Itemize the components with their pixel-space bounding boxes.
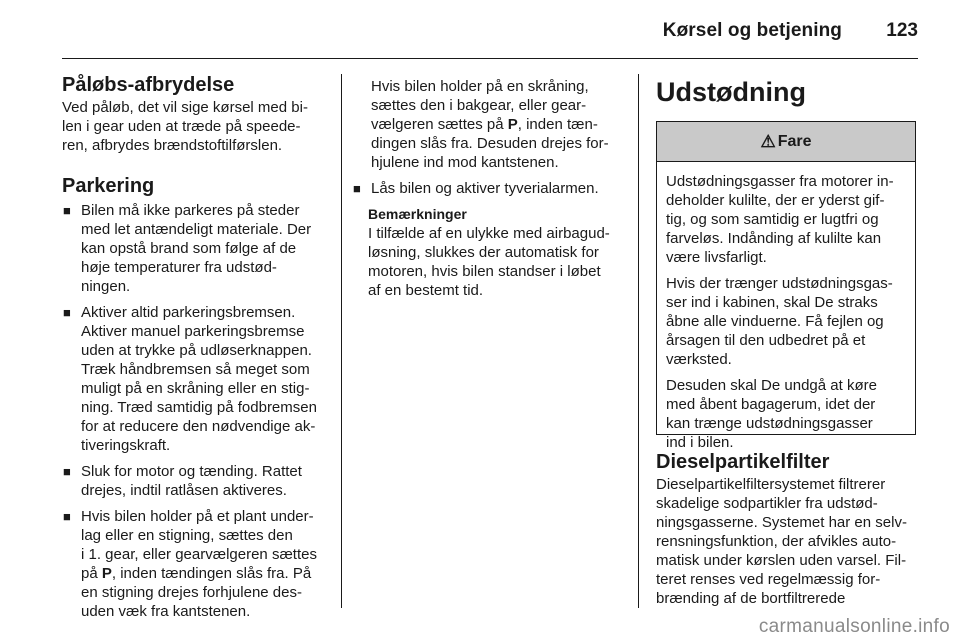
list-item [62, 507, 334, 621]
list-item-line: kan opstå brand som følge af de [81, 240, 297, 257]
warning-body [657, 162, 915, 452]
list-item [62, 462, 334, 500]
paragraph-line: Ved påløb, det vil sige kørsel med bi- [62, 99, 308, 116]
bullet-square-icon: ■ [63, 305, 71, 320]
warning-line: kan trænge udstødningsgasser [666, 415, 873, 432]
list-item-line [81, 564, 334, 583]
heading-dieselpartikelfilter: Dieselpartikelfilter [656, 451, 830, 473]
warning-line: deholder kulilte, der er yderst gif- [666, 192, 885, 209]
note-line: af en bestemt tid. [368, 282, 484, 299]
list-item-line: Hvis bilen holder på en skråning, [371, 78, 589, 95]
list-item-line [371, 115, 632, 134]
page-number: 123 [886, 20, 918, 41]
warning-line: ser ind i kabinen, skal De straks [666, 294, 878, 311]
column-1 [62, 73, 334, 621]
gear-p-label: P [101, 565, 112, 582]
note-line: motoren, hvis bilen standser i løbet [368, 263, 601, 280]
header-title: Kørsel og betjening [662, 20, 842, 41]
warning-line: være livsfarligt. [666, 249, 767, 266]
bullet-square-icon: ■ [63, 509, 71, 524]
page-header [0, 0, 960, 60]
warning-triangle-icon: ⚠ [760, 131, 776, 151]
warning-paragraph [666, 172, 906, 267]
column-divider-1 [341, 74, 342, 608]
text-run: vælgeren sættes på [371, 116, 508, 133]
list-item-line: med let antændeligt materiale. Der [81, 221, 312, 238]
list-item-line: sættes den i bakgear, eller gear- [371, 97, 587, 114]
list-item-line: i 1. gear, eller gearvælgeren sættes [81, 546, 317, 563]
list-item-line: Aktiver manuel parkeringsbremse [81, 323, 305, 340]
list-item-line: ning. Træd samtidig på fodbremsen [81, 399, 317, 416]
text-run: på [81, 565, 102, 582]
warning-line: med åbent bagagerum, idet der [666, 396, 876, 413]
list-item-line: uden at trykke på udløserknappen. [81, 342, 312, 359]
paragraph-line: ren, afbrydes brændstoftilførslen. [62, 137, 283, 154]
warning-header [657, 122, 915, 162]
list-item-line: dingen slås fra. Desuden drejes for- [371, 135, 609, 152]
paragraph-line: skadelige sodpartikler fra udstød- [656, 495, 878, 512]
warning-line: ind i bilen. [666, 434, 734, 451]
list-item-line: hjulene ind mod kantstenen. [371, 154, 559, 171]
heading-paalobs-afbrydelse: Påløbs-afbrydelse [62, 74, 235, 96]
list-item-line: Bilen må ikke parkeres på steder [81, 202, 300, 219]
list-item-line: Sluk for motor og tænding. Rattet [81, 463, 302, 480]
list-item-line: Træk håndbremsen så meget som [81, 361, 310, 378]
list-item-line: høje temperaturer fra udstød- [81, 259, 277, 276]
list-item-line: for at reducere den nødvendige ak- [81, 418, 316, 435]
warning-paragraph [666, 376, 906, 452]
header-rule [62, 58, 918, 59]
paragraph-line: ningsgasserne. Systemet har en selv- [656, 514, 907, 531]
warning-box [656, 121, 916, 451]
warning-line: farveløs. Indånding af kulilte kan [666, 230, 882, 247]
warning-line: Desuden skal De undgå at køre [666, 377, 877, 394]
warning-line: Hvis der trænger udstødningsgas- [666, 275, 893, 292]
column-2 [352, 77, 632, 300]
text-run: , inden tændingen slås fra. På [111, 565, 312, 582]
column-divider-2 [638, 74, 639, 608]
warning-paragraph [666, 274, 906, 369]
list-item-line: Hvis bilen holder på et plant under- [81, 508, 314, 525]
list-item-continuation [352, 77, 632, 172]
text-run: , inden tæn- [517, 116, 598, 133]
list-item-line: ningen. [81, 278, 131, 295]
bullet-square-icon: ■ [63, 203, 71, 218]
bullet-square-icon: ■ [63, 464, 71, 479]
warning-line: åbne alle vinduerne. Få fejlen og [666, 313, 884, 330]
list-item [62, 303, 334, 455]
warning-line: Udstødningsgasser fra motorer in- [666, 173, 894, 190]
list-item-line: tiveringskraft. [81, 437, 171, 454]
list-item-line: Lås bilen og aktiver tyverialarmen. [371, 180, 599, 197]
warning-line: værksted. [666, 351, 732, 368]
list-item-line: uden væk fra kantstenen. [81, 603, 251, 620]
gear-p-label: P [507, 116, 518, 133]
note-line: I tilfælde af en ulykke med airbagud- [368, 225, 610, 242]
list-item-line: muligt på en skråning eller en stig- [81, 380, 310, 397]
heading-udstodning: Udstødning [656, 77, 806, 107]
note-block [352, 205, 632, 300]
list-item-line: en stigning drejes forhjulene des- [81, 584, 302, 601]
warning-title: Fare [777, 132, 812, 150]
paragraph-line: Dieselpartikelfiltersystemet filtrerer [656, 476, 886, 493]
warning-line: årsagen til den udbedret på et [666, 332, 866, 349]
paragraph-line: len i gear uden at træde på speede- [62, 118, 301, 135]
watermark: carmanualsonline.info [758, 616, 950, 637]
dieselpartikelfilter-section [656, 450, 928, 608]
paragraph-line: teret renses ved regelmæssig for- [656, 571, 881, 588]
paragraph-line: rensningsfunktion, der afvikles auto- [656, 533, 897, 550]
list-item [352, 179, 632, 198]
bullet-square-icon: ■ [353, 181, 361, 196]
note-heading: Bemærkninger [368, 206, 467, 222]
note-line: løsning, slukkes der automatisk for [368, 244, 599, 261]
heading-parkering: Parkering [62, 175, 155, 197]
list-item-line: Aktiver altid parkeringsbremsen. [81, 304, 296, 321]
list-item-line: lag eller en stigning, sættes den [81, 527, 293, 544]
warning-line: tig, og som samtidig er lugtfri og [666, 211, 879, 228]
paragraph-line: brænding af de bortfiltrerede [656, 590, 846, 607]
column-3 [656, 76, 922, 108]
list-item [62, 201, 334, 296]
paragraph-line: matisk under kørslen uden varsel. Fil- [656, 552, 907, 569]
list-item-line: drejes, indtil ratlåsen aktiveres. [81, 482, 287, 499]
